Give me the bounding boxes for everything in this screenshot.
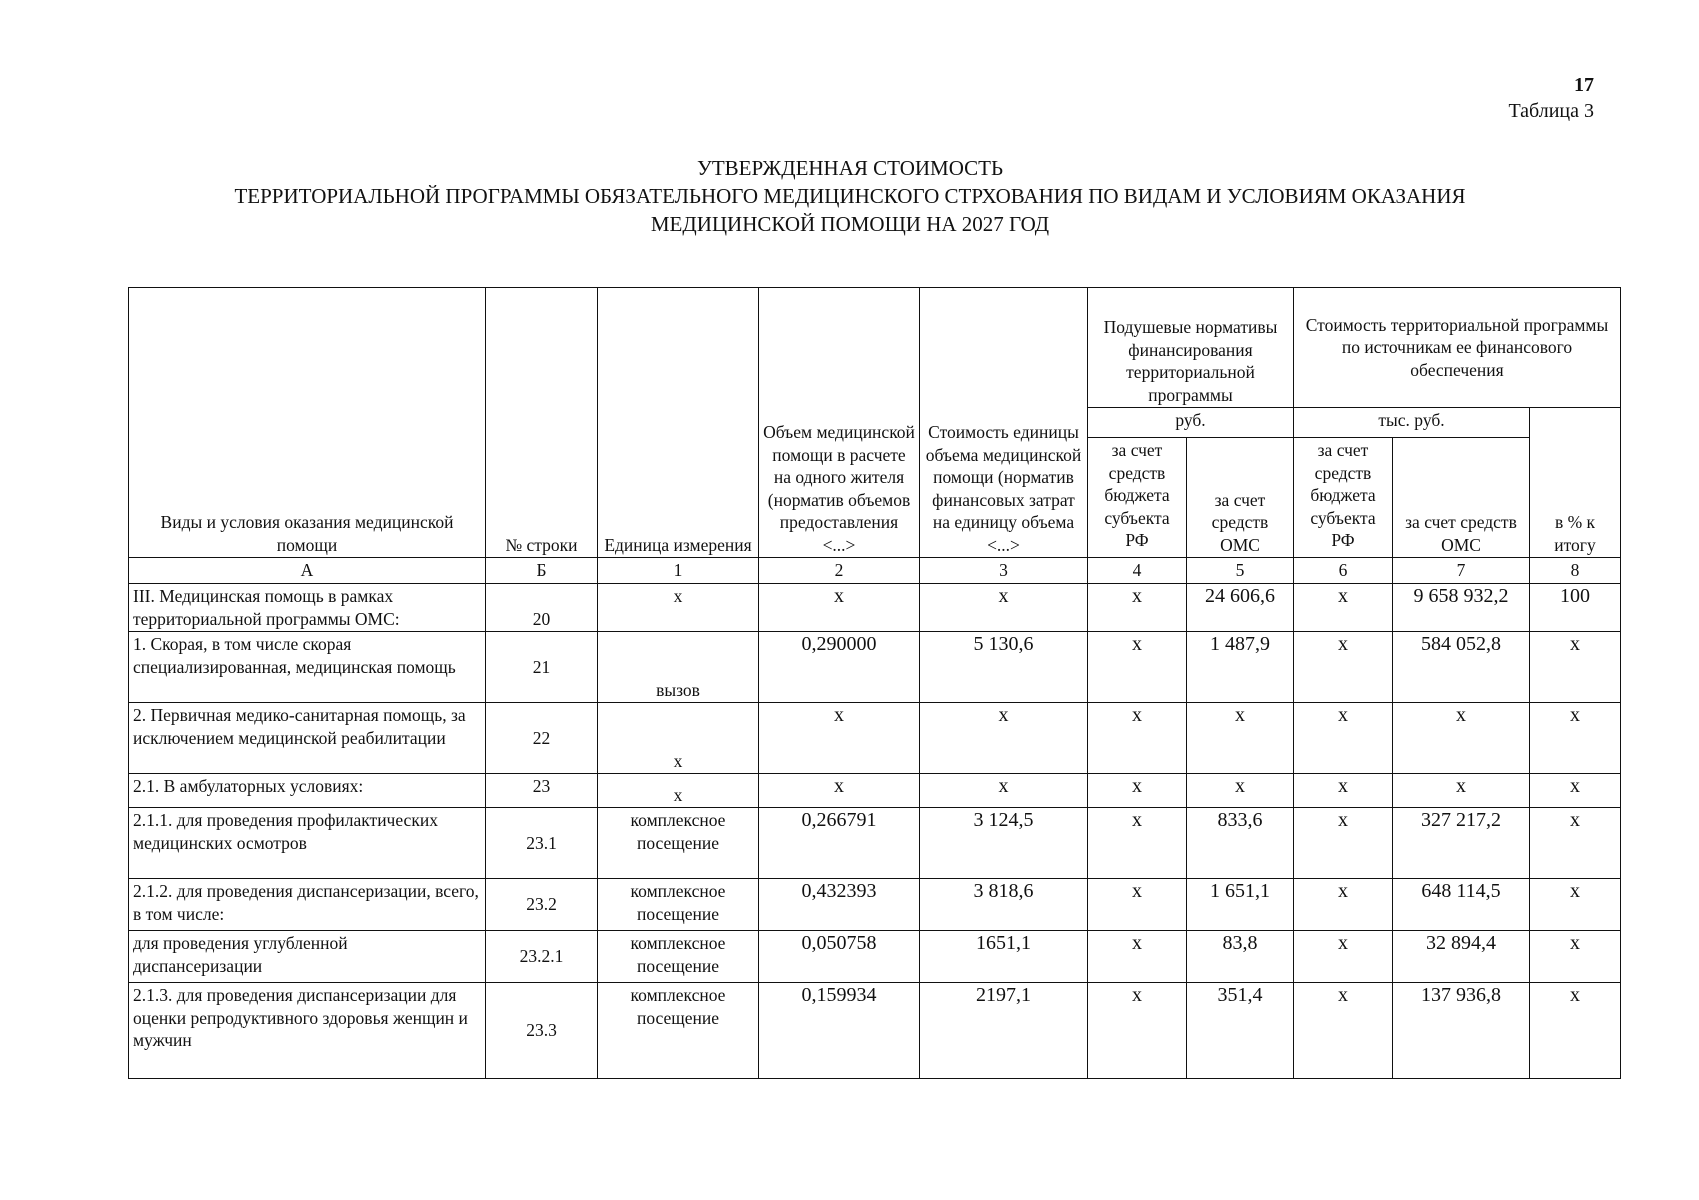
row-pc-oms: 1 487,9 xyxy=(1187,632,1294,703)
row-unit: комплексное посещение xyxy=(598,808,759,879)
title-line-1: УТВЕРЖДЕННАЯ СТОИМОСТЬ xyxy=(696,156,1004,180)
row-pc-budget: х xyxy=(1088,584,1187,632)
row-cost-oms: 327 217,2 xyxy=(1393,808,1530,879)
row-volume: 0,266791 xyxy=(759,808,920,879)
header-unit-rub: руб. xyxy=(1088,408,1294,438)
row-pc-oms: 351,4 xyxy=(1187,983,1294,1079)
row-cost-budget: х xyxy=(1294,632,1393,703)
row-pc-budget: х xyxy=(1088,931,1187,983)
row-cost-budget: х xyxy=(1294,584,1393,632)
row-pc-budget: х xyxy=(1088,703,1187,774)
header-col-4: за счет средств бюджета субъекта РФ xyxy=(1088,438,1187,558)
index-cell: 3 xyxy=(920,558,1088,584)
row-percent: 100 xyxy=(1530,584,1621,632)
table-row xyxy=(129,703,1621,774)
row-volume: х xyxy=(759,703,920,774)
document-title xyxy=(120,154,1580,238)
table-row xyxy=(129,983,1621,1079)
row-unit-cost: х xyxy=(920,584,1088,632)
header-group-per-capita: Подушевые нормативы финансирования территориальной программы xyxy=(1088,288,1294,408)
row-line: 21 xyxy=(486,632,598,703)
row-pc-oms: х xyxy=(1187,703,1294,774)
row-name: III. Медицинская помощь в рамках территориальной программы ОМС: xyxy=(129,584,486,632)
row-name: 2.1.2. для проведения диспансеризации, всего, в том числе: xyxy=(129,879,486,931)
index-cell: 2 xyxy=(759,558,920,584)
row-name: 2.1.1. для проведения профилактических медицинских осмотров xyxy=(129,808,486,879)
row-pc-budget: х xyxy=(1088,983,1187,1079)
row-volume: 0,159934 xyxy=(759,983,920,1079)
row-volume: 0,290000 xyxy=(759,632,920,703)
row-cost-budget: х xyxy=(1294,879,1393,931)
cost-table xyxy=(128,287,1621,1079)
title-line-2: ТЕРРИТОРИАЛЬНОЙ ПРОГРАММЫ ОБЯЗАТЕЛЬНОГО МЕДИЦИНСКОГО СТРХОВАНИЯ ПО ВИДАМ И УСЛОВИЯМ ОКАЗАНИЯ xyxy=(234,184,1466,208)
index-cell: 7 xyxy=(1393,558,1530,584)
header-col-8: в % к итогу xyxy=(1530,408,1621,558)
table-row xyxy=(129,774,1621,808)
row-cost-oms: х xyxy=(1393,774,1530,808)
index-cell: 8 xyxy=(1530,558,1621,584)
row-line: 23.2 xyxy=(486,879,598,931)
row-unit-cost: х xyxy=(920,774,1088,808)
row-name: 2. Первичная медико-санитарная помощь, за исключением медицинской реабилитации xyxy=(129,703,486,774)
title-line-3: МЕДИЦИНСКОЙ ПОМОЩИ НА 2027 ГОД xyxy=(650,212,1050,236)
row-unit-cost: 3 818,6 xyxy=(920,879,1088,931)
row-volume: 0,432393 xyxy=(759,879,920,931)
row-pc-oms: 1 651,1 xyxy=(1187,879,1294,931)
row-line: 23.1 xyxy=(486,808,598,879)
index-cell: 6 xyxy=(1294,558,1393,584)
row-volume: 0,050758 xyxy=(759,931,920,983)
header-col-1: Единица измерения xyxy=(598,288,759,558)
header-col-2: Объем медицинской помощи в расчете на одного жителя (норматив объемов предоставления <...> xyxy=(759,288,920,558)
row-unit-cost: 2197,1 xyxy=(920,983,1088,1079)
row-unit: комплексное посещение xyxy=(598,931,759,983)
row-cost-budget: х xyxy=(1294,983,1393,1079)
row-pc-budget: х xyxy=(1088,774,1187,808)
table-row xyxy=(129,808,1621,879)
table-row xyxy=(129,931,1621,983)
row-name: для проведения углубленной диспансеризации xyxy=(129,931,486,983)
row-pc-oms: 24 606,6 xyxy=(1187,584,1294,632)
header-col-a: Виды и условия оказания медицинской помощи xyxy=(129,288,486,558)
row-cost-budget: х xyxy=(1294,931,1393,983)
row-volume: х xyxy=(759,584,920,632)
table-row xyxy=(129,584,1621,632)
index-cell: 1 xyxy=(598,558,759,584)
row-cost-budget: х xyxy=(1294,703,1393,774)
row-cost-oms: х xyxy=(1393,703,1530,774)
index-row xyxy=(129,558,1621,584)
table-row xyxy=(129,879,1621,931)
row-unit: х xyxy=(598,703,759,774)
row-cost-oms: 584 052,8 xyxy=(1393,632,1530,703)
row-pc-oms: х xyxy=(1187,774,1294,808)
header-col-5: за счет средств ОМС xyxy=(1187,438,1294,558)
row-cost-oms: 9 658 932,2 xyxy=(1393,584,1530,632)
header-col-7: за счет средств ОМС xyxy=(1393,438,1530,558)
row-percent: х xyxy=(1530,632,1621,703)
row-cost-oms: 32 894,4 xyxy=(1393,931,1530,983)
index-cell: 5 xyxy=(1187,558,1294,584)
row-pc-budget: х xyxy=(1088,808,1187,879)
row-percent: х xyxy=(1530,808,1621,879)
header-col-6: за счет средств бюджета субъекта РФ xyxy=(1294,438,1393,558)
page-number: 17 xyxy=(1574,74,1594,96)
row-percent: х xyxy=(1530,703,1621,774)
row-unit: комплексное посещение xyxy=(598,879,759,931)
row-pc-oms: 833,6 xyxy=(1187,808,1294,879)
index-cell: 4 xyxy=(1088,558,1187,584)
row-volume: х xyxy=(759,774,920,808)
row-unit: комплексное посещение xyxy=(598,983,759,1079)
row-line: 22 xyxy=(486,703,598,774)
row-unit: х xyxy=(598,774,759,808)
row-cost-oms: 648 114,5 xyxy=(1393,879,1530,931)
row-unit-cost: 3 124,5 xyxy=(920,808,1088,879)
row-cost-budget: х xyxy=(1294,808,1393,879)
row-unit-cost: 1651,1 xyxy=(920,931,1088,983)
table-label: Таблица 3 xyxy=(1508,100,1594,122)
row-name: 1. Скорая, в том числе скорая специализированная, медицинская помощь xyxy=(129,632,486,703)
header-row-1 xyxy=(129,288,1621,408)
row-cost-budget: х xyxy=(1294,774,1393,808)
row-name: 2.1.3. для проведения диспансеризации для оценки репродуктивного здоровья женщин и мужчин xyxy=(129,983,486,1079)
row-unit: вызов xyxy=(598,632,759,703)
row-pc-budget: х xyxy=(1088,632,1187,703)
row-pc-oms: 83,8 xyxy=(1187,931,1294,983)
row-unit: х xyxy=(598,584,759,632)
table-row xyxy=(129,632,1621,703)
row-percent: х xyxy=(1530,983,1621,1079)
row-unit-cost: х xyxy=(920,703,1088,774)
row-cost-oms: 137 936,8 xyxy=(1393,983,1530,1079)
header-col-b: № строки xyxy=(486,288,598,558)
row-line: 23 xyxy=(486,774,598,808)
header-group-cost: Стоимость территориальной программы по источникам ее финансового обеспечения xyxy=(1294,288,1621,408)
index-cell: А xyxy=(129,558,486,584)
row-line: 20 xyxy=(486,584,598,632)
header-unit-thous-rub: тыс. руб. xyxy=(1294,408,1530,438)
row-percent: х xyxy=(1530,931,1621,983)
header-col-3: Стоимость единицы объема медицинской помощи (норматив финансовых затрат на единицу объема <...> xyxy=(920,288,1088,558)
row-percent: х xyxy=(1530,879,1621,931)
row-name: 2.1. В амбулаторных условиях: xyxy=(129,774,486,808)
index-cell: Б xyxy=(486,558,598,584)
row-pc-budget: х xyxy=(1088,879,1187,931)
row-line: 23.2.1 xyxy=(486,931,598,983)
row-percent: х xyxy=(1530,774,1621,808)
row-line: 23.3 xyxy=(486,983,598,1079)
row-unit-cost: 5 130,6 xyxy=(920,632,1088,703)
